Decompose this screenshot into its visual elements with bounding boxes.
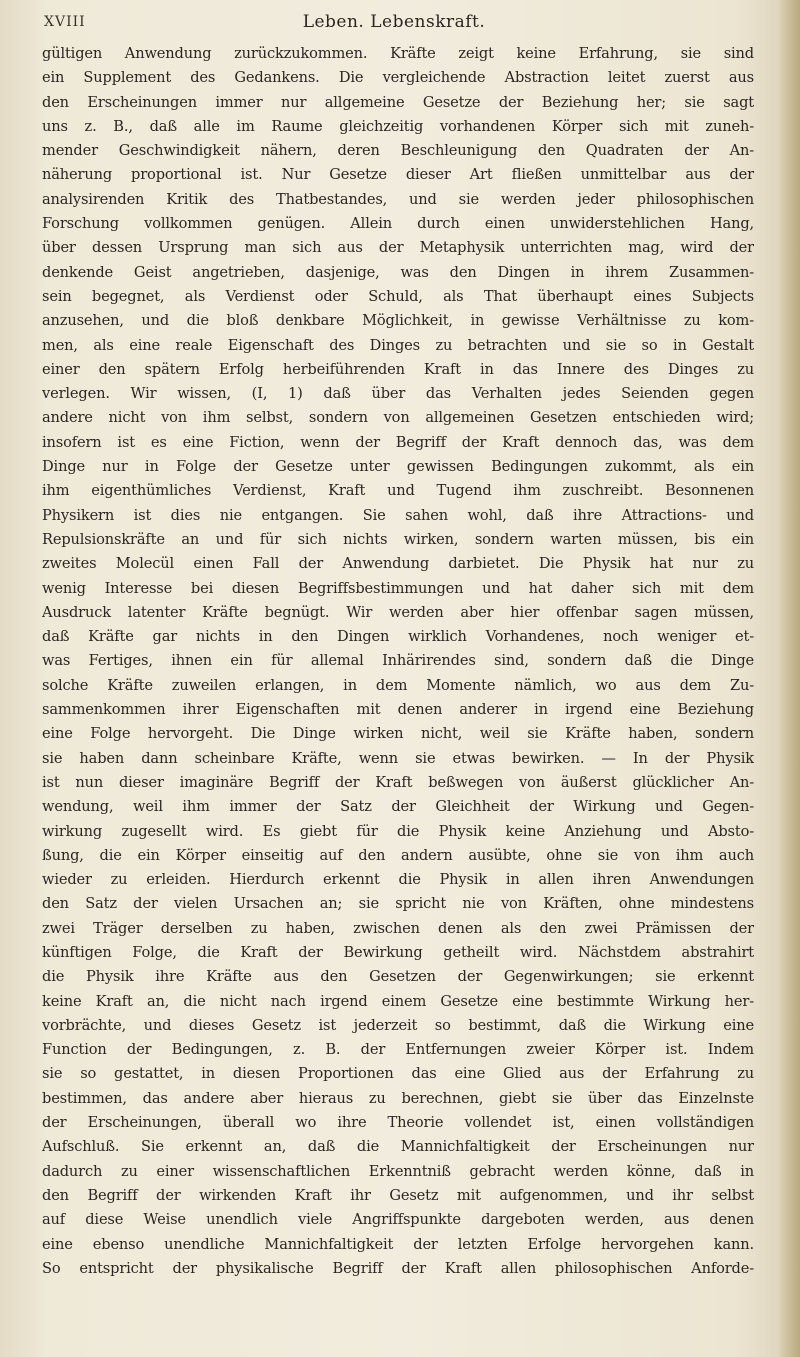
text-line: ist nun dieser imaginäre Begriff der Kraft beßwegen von äußerst glücklicher An- [42, 773, 754, 791]
text-line: So entspricht der physikalische Begriff der Kraft allen philosophischen Anforde- [42, 1259, 754, 1277]
text-line: eine Folge hervorgeht. Die Dinge wirken nicht, weil sie Kräfte haben, sondern [42, 725, 754, 743]
text-line: wirkung zugesellt wird. Es giebt für die Physik keine Anziehung und Absto- [42, 822, 754, 840]
text-line: men, als eine reale Eigenschaft des Dinges zu betrachten und sie so in Gestalt [42, 336, 754, 354]
text-line: wendung, weil ihm immer der Satz der Gleichheit der Wirkung und Gegen- [42, 798, 754, 816]
text-line: sie so gestattet, in diesen Proportionen das eine Glied aus der Erfahrung zu [42, 1065, 754, 1083]
text-line: eine ebenso unendliche Mannichfaltigkeit der letzten Erfolge hervorgehen kann. [42, 1235, 754, 1253]
text-line: dadurch zu einer wissenschaftlichen Erkenntniß gebracht werden könne, daß in [42, 1162, 754, 1180]
text-line: die Physik ihre Kräfte aus den Gesetzen der Gegenwirkungen; sie erkennt [42, 968, 754, 986]
text-line: solche Kräfte zuweilen erlangen, in dem Momente nämlich, wo aus dem Zu- [42, 676, 754, 694]
text-line: Repulsionskräfte an und für sich nichts wirken, sondern warten müssen, bis ein [42, 530, 754, 548]
page-edge-shadow [778, 0, 800, 1357]
text-line: den Erscheinungen immer nur allgemeine Gesetze der Beziehung her; sie sagt [42, 93, 754, 111]
text-line: einer den spätern Erfolg herbeiführenden Kraft in das Innere des Dinges zu [42, 360, 754, 378]
text-line: sammenkommen ihrer Eigenschaften mit denen anderer in irgend eine Beziehung [42, 701, 754, 719]
text-line: wieder zu erleiden. Hierdurch erkennt die Physik in allen ihren Anwendungen [42, 871, 754, 889]
text-line: denkende Geist angetrieben, dasjenige, was den Dingen in ihrem Zusammen- [42, 263, 754, 281]
text-line: den Satz der vielen Ursachen an; sie spricht nie von Kräften, ohne mindestens [42, 895, 754, 913]
text-line: sie haben dann scheinbare Kräfte, wenn sie etwas bewirken. — In der Physik [42, 749, 754, 767]
text-line: wenig Interesse bei diesen Begriffsbestimmungen und hat daher sich mit dem [42, 579, 754, 597]
text-line: zweites Molecül einen Fall der Anwendung darbietet. Die Physik hat nur zu [42, 555, 754, 573]
text-line: der Erscheinungen, überall wo ihre Theorie vollendet ist, einen vollständigen [42, 1114, 754, 1132]
text-line: Forschung vollkommen genügen. Allein durch einen unwiderstehlichen Hang, [42, 215, 754, 233]
text-line: analysirenden Kritik des Thatbestandes, und sie werden jeder philosophischen [42, 190, 754, 208]
running-head: Leben. Lebenskraft. [302, 12, 486, 32]
text-line: Aufschluß. Sie erkennt an, daß die Mannichfaltigkeit der Erscheinungen nur [42, 1138, 754, 1156]
body-text [42, 42, 754, 1281]
page-number: XVIII [44, 14, 86, 30]
text-line: mender Geschwindigkeit nähern, deren Beschleunigung den Quadraten der An- [42, 142, 754, 160]
text-line: insofern ist es eine Fiction, wenn der Begriff der Kraft dennoch das, was dem [42, 433, 754, 451]
text-line: Physikern ist dies nie entgangen. Sie sahen wohl, daß ihre Attractions- und [42, 506, 754, 524]
page-header [44, 12, 744, 38]
text-line: vorbrächte, und dieses Gesetz ist jederzeit so bestimmt, daß die Wirkung eine [42, 1016, 754, 1034]
text-line: anzusehen, und die bloß denkbare Möglichkeit, in gewisse Verhältnisse zu kom- [42, 312, 754, 330]
text-line: was Fertiges, ihnen ein für allemal Inhärirendes sind, sondern daß die Dinge [42, 652, 754, 670]
text-line: verlegen. Wir wissen, (I, 1) daß über das Verhalten jedes Seienden gegen [42, 385, 754, 403]
text-line: zwei Träger derselben zu haben, zwischen denen als den zwei Prämissen der [42, 919, 754, 937]
text-line: näherung proportional ist. Nur Gesetze dieser Art fließen unmittelbar aus der [42, 166, 754, 184]
text-line: Function der Bedingungen, z. B. der Entfernungen zweier Körper ist. Indem [42, 1041, 754, 1059]
text-line: uns z. B., daß alle im Raume gleichzeitig vorhandenen Körper sich mit zuneh- [42, 117, 754, 135]
text-line: sein begegnet, als Verdienst oder Schuld, als That überhaupt eines Subjects [42, 287, 754, 305]
text-line: ein Supplement des Gedankens. Die vergleichende Abstraction leitet zuerst aus [42, 69, 754, 87]
text-line: ihm eigenthümliches Verdienst, Kraft und Tugend ihm zuschreibt. Besonnenen [42, 482, 754, 500]
text-line: Dinge nur in Folge der Gesetze unter gewissen Bedingungen zukommt, als ein [42, 458, 754, 476]
text-line: andere nicht von ihm selbst, sondern von allgemeinen Gesetzen entschieden wird; [42, 409, 754, 427]
text-line: gültigen Anwendung zurückzukommen. Kräfte zeigt keine Erfahrung, sie sind [42, 45, 754, 62]
text-line: daß Kräfte gar nichts in den Dingen wirklich Vorhandenes, noch weniger et- [42, 628, 754, 646]
text-line: über dessen Ursprung man sich aus der Metaphysik unterrichten mag, wird der [42, 239, 754, 257]
text-line: auf diese Weise unendlich viele Angriffspunkte dargeboten werden, aus denen [42, 1211, 754, 1229]
text-line: den Begriff der wirkenden Kraft ihr Gesetz mit aufgenommen, und ihr selbst [42, 1186, 754, 1204]
text-line: Ausdruck latenter Kräfte begnügt. Wir werden aber hier offenbar sagen müssen, [42, 603, 754, 621]
text-line: bestimmen, das andere aber hieraus zu berechnen, giebt sie über das Einzelnste [42, 1089, 754, 1107]
text-line: künftigen Folge, die Kraft der Bewirkung getheilt wird. Nächstdem abstrahirt [42, 943, 754, 961]
text-line: keine Kraft an, die nicht nach irgend einem Gesetze eine bestimmte Wirkung her- [42, 992, 754, 1010]
text-line: ßung, die ein Körper einseitig auf den andern ausübte, ohne sie von ihm auch [42, 846, 754, 864]
